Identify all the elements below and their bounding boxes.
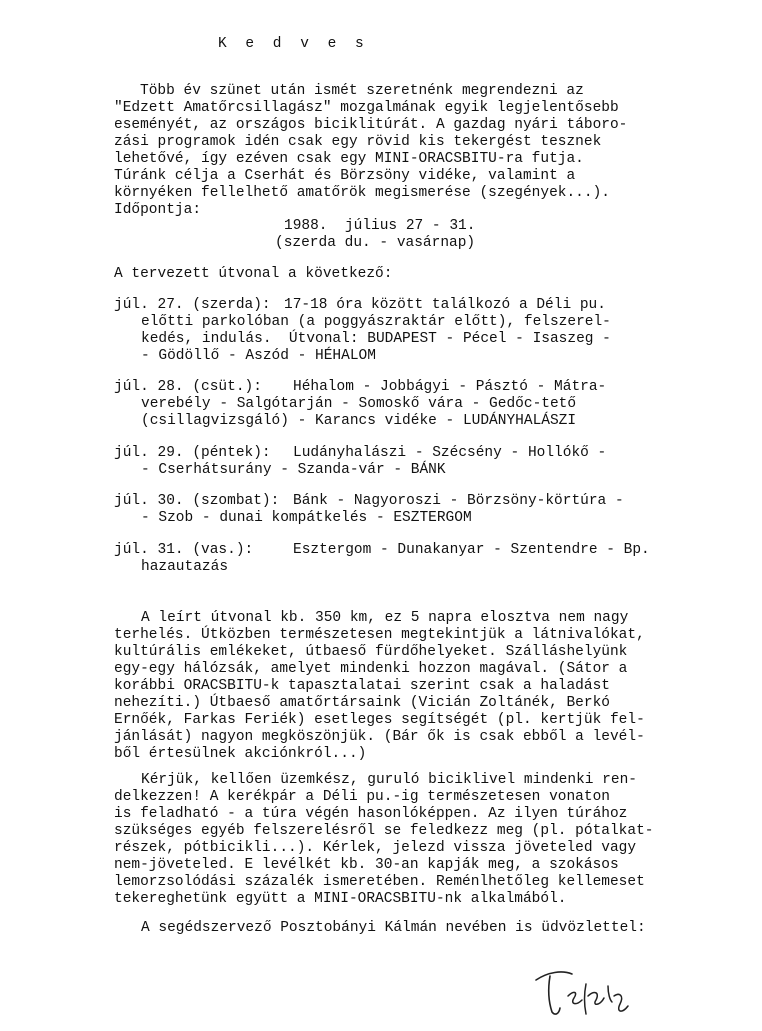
itinerary-line: - Szob - dunai kompátkelés - ESZTERGOM bbox=[141, 510, 472, 526]
itinerary-line: Héhalom - Jobbágyi - Pásztó - Mátra- bbox=[293, 379, 607, 395]
itinerary-day: júl. 27. (szerda): bbox=[114, 297, 271, 313]
intro-line: eseményét, az országos biciklitúrát. A gazdag nyári táboro- bbox=[114, 117, 628, 133]
paragraph-line: is feladható - a túra végén hasonlóképpen. Az ilyen túrához bbox=[114, 806, 628, 822]
intro-line: zási programok idén csak egy rövid kis tekergést tesznek bbox=[114, 134, 602, 150]
itinerary-line: Esztergom - Dunakanyar - Szentendre - Bp. bbox=[293, 542, 650, 558]
intro-line: "Edzett Amatőrcsillagász" mozgalmának egyik legjelentősebb bbox=[114, 100, 619, 116]
intro-line: lehetővé, így ezéven csak egy MINI-ORACSBITU-ra futja. bbox=[114, 151, 584, 167]
itinerary-line: - Gödöllő - Aszód - HÉHALOM bbox=[141, 348, 376, 364]
intro-line: Túránk célja a Cserhát és Börzsöny vidéke, valamint a bbox=[114, 168, 576, 184]
paragraph-line: terhelés. Útközben természetesen megtekintjük a látnivalókat, bbox=[114, 627, 645, 643]
paragraph-line: jánlását) nagyon megköszönjük. (Bár ők is csak ebből a levél- bbox=[114, 729, 645, 745]
itinerary-line: előtti parkolóban (a poggyászraktár előtt), felszerel- bbox=[141, 314, 611, 330]
paragraph-line: részek, pótbicikli...). Kérlek, jelezd vissza jöveteled vagy bbox=[114, 840, 637, 856]
itinerary-line: verebély - Salgótarján - Somoskő vára - Gedőc-tető bbox=[141, 396, 577, 412]
paragraph-line: kultúrális emlékeket, útbaeső fürdőhelyeket. Szálláshelyünk bbox=[114, 644, 628, 660]
paragraph-line: Kérjük, kellően üzemkész, guruló biciklivel mindenki ren- bbox=[141, 772, 637, 788]
paragraph-line: korábbi ORACSBITU-k tapasztalatai szerint csak a haladást bbox=[114, 678, 610, 694]
paragraph-line: tekereghetünk együtt a MINI-ORACSBITU-nk alkalmából. bbox=[114, 891, 567, 907]
itinerary-day: júl. 30. (szombat): bbox=[114, 493, 280, 509]
itinerary-line: (csillagvizsgáló) - Karancs vidéke - LUDÁNYHALÁSZI bbox=[141, 413, 577, 429]
itinerary-line: Bánk - Nagyoroszi - Börzsöny-körtúra - bbox=[293, 493, 624, 509]
salutation: K e d v e s bbox=[218, 36, 369, 52]
event-date-days: (szerda du. - vasárnap) bbox=[275, 235, 476, 251]
itinerary-line: hazautazás bbox=[141, 559, 229, 575]
itinerary-day: júl. 29. (péntek): bbox=[114, 445, 271, 461]
paragraph-line: egy-egy hálózsák, amelyet mindenki hozzon magával. (Sátor a bbox=[114, 661, 628, 677]
intro-line: Időpontja: bbox=[114, 202, 202, 218]
paragraph-line: A leírt útvonal kb. 350 km, ez 5 napra elosztva nem nagy bbox=[141, 610, 629, 626]
paragraph-line: Ernőék, Farkas Feriék) esetleges segítségét (pl. kertjük fel- bbox=[114, 712, 645, 728]
itinerary-line: kedés, indulás. Útvonal: BUDAPEST - Pécel - Isaszeg - bbox=[141, 331, 611, 347]
intro-line: Több év szünet után ismét szeretnénk megrendezni az bbox=[140, 83, 584, 99]
signature bbox=[528, 960, 638, 1020]
intro-line: környéken fellelhető amatőrök megismerése (szegények...). bbox=[114, 185, 610, 201]
paragraph-line: delkezzen! A kerékpár a Déli pu.-ig természetesen vonaton bbox=[114, 789, 610, 805]
itinerary-day: júl. 31. (vas.): bbox=[114, 542, 254, 558]
paragraph-line: szükséges egyéb felszerelésről se feledkezz meg (pl. pótalkat- bbox=[114, 823, 654, 839]
itinerary-line: 17-18 óra között találkozó a Déli pu. bbox=[284, 297, 606, 313]
itinerary-day: júl. 28. (csüt.): bbox=[114, 379, 262, 395]
itinerary-line: Ludányhalászi - Szécsény - Hollókő - bbox=[293, 445, 607, 461]
itinerary-line: - Cserhátsurány - Szanda-vár - BÁNK bbox=[141, 462, 446, 478]
paragraph-line: ből értesülnek akciónkról...) bbox=[114, 746, 367, 762]
closing: A segédszervező Posztobányi Kálmán nevében is üdvözlettel: bbox=[141, 920, 646, 936]
paragraph-line: lemorzsolódási százalék ismeretében. Reménlhetőleg kellemeset bbox=[114, 874, 645, 890]
event-date: 1988. július 27 - 31. bbox=[284, 218, 476, 234]
paragraph-line: nem-jöveteled. E levélkét kb. 30-an kapják meg, a szokásos bbox=[114, 857, 619, 873]
paragraph-line: nehezíti.) Útbaeső amatőrtársaink (Vicián Zoltánék, Berkó bbox=[114, 695, 610, 711]
route-heading: A tervezett útvonal a következő: bbox=[114, 266, 393, 282]
